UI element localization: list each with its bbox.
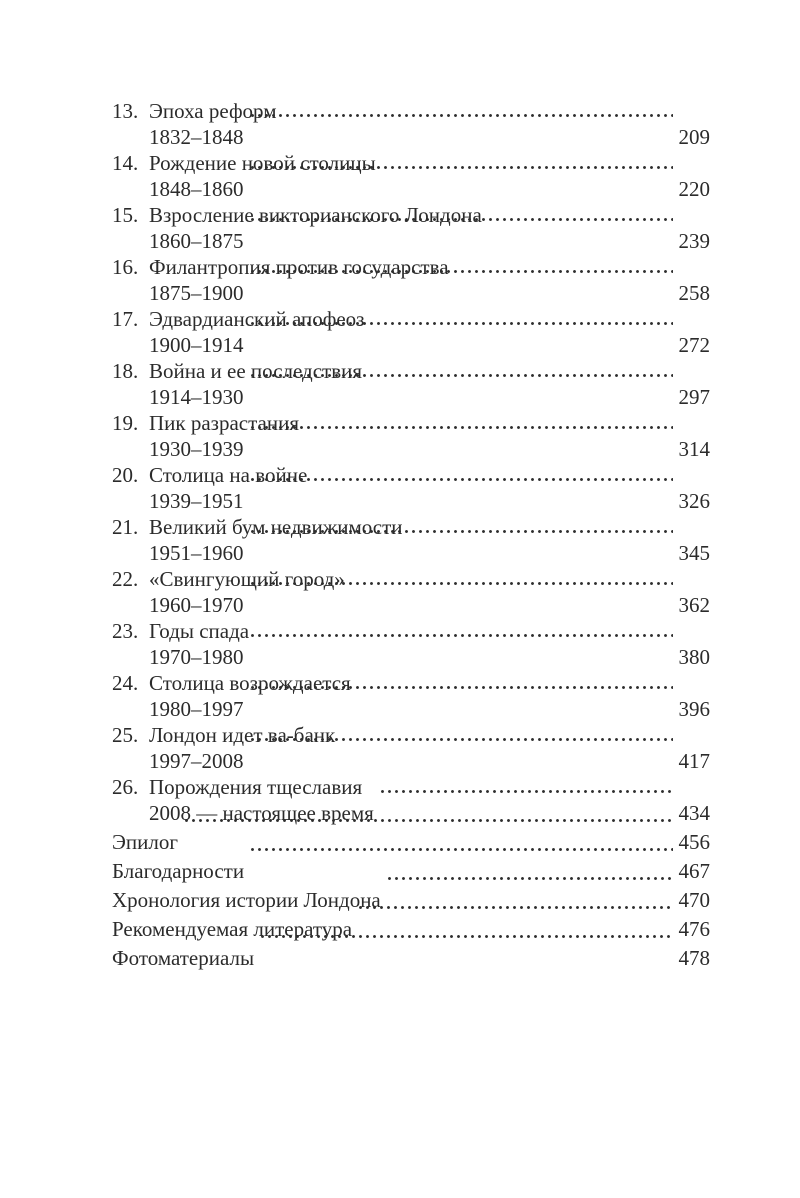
back-matter-entry	[112, 945, 710, 971]
chapter-dates: 1960–1970	[149, 593, 244, 617]
toc-entry	[112, 514, 710, 566]
chapter-number: 16.	[112, 255, 139, 279]
chapter-number: 17.	[112, 307, 139, 331]
toc-entry-title-row	[112, 618, 710, 644]
chapter-number: 23.	[112, 619, 139, 643]
back-matter-title: Эпилог	[112, 830, 178, 854]
toc-entry-title-row	[112, 462, 710, 488]
toc-entry-page-row	[112, 644, 710, 670]
chapter-dates: 1860–1875	[149, 229, 244, 253]
toc-entry-title-row	[112, 774, 710, 800]
chapter-number: 19.	[112, 411, 139, 435]
toc-entry-title-row	[112, 150, 710, 176]
toc-entry-title-row	[112, 566, 710, 592]
toc-entry	[112, 462, 710, 514]
toc-entry	[112, 618, 710, 670]
chapter-title: Великий бум недвижимости	[149, 515, 403, 539]
back-matter-title: Фотоматериалы	[112, 946, 255, 970]
page-number: 220	[678, 177, 710, 201]
chapter-dates: 1997–2008	[149, 749, 244, 773]
page-number: 209	[678, 125, 710, 149]
chapter-title: Годы спада	[149, 619, 250, 643]
chapter-number: 18.	[112, 359, 139, 383]
page-number: 314	[678, 437, 710, 461]
toc-entry-title-row	[112, 670, 710, 696]
toc-entry-page-row	[112, 800, 710, 826]
chapter-dates: 1951–1960	[149, 541, 244, 565]
page-number: 478	[678, 946, 710, 970]
toc-entry-page-row	[112, 176, 710, 202]
chapter-dates: 1848–1860	[149, 177, 244, 201]
toc-entry	[112, 254, 710, 306]
toc-entry-title-row	[112, 514, 710, 540]
back-matter-entry	[112, 858, 710, 884]
page-number: 326	[678, 489, 710, 513]
chapter-title: Эдвардианский апофеоз	[149, 307, 365, 331]
page-number: 258	[678, 281, 710, 305]
chapter-title: Порождения тщеславия	[149, 775, 363, 799]
back-matter-entry	[112, 916, 710, 942]
chapter-title: Столица на войне	[149, 463, 308, 487]
page-number: 434	[678, 801, 710, 825]
back-matter-section	[112, 829, 710, 971]
chapter-number: 25.	[112, 723, 139, 747]
chapter-number: 24.	[112, 671, 139, 695]
page-number: 470	[678, 888, 710, 912]
toc-entry	[112, 202, 710, 254]
toc-entry	[112, 358, 710, 410]
chapter-dates: 1875–1900	[149, 281, 244, 305]
chapter-title: Столица возрождается	[149, 671, 351, 695]
toc-entry-page-row	[112, 280, 710, 306]
toc-entry-page-row	[112, 384, 710, 410]
page-number: 467	[678, 859, 710, 883]
chapter-title: Пик разрастания	[149, 411, 300, 435]
chapter-number: 15.	[112, 203, 139, 227]
toc-entry	[112, 566, 710, 618]
chapter-dates: 1980–1997	[149, 697, 244, 721]
back-matter-entry	[112, 829, 710, 855]
toc-entry-title-row	[112, 722, 710, 748]
toc-entry-title-row	[112, 306, 710, 332]
chapter-dates: 1900–1914	[149, 333, 244, 357]
chapter-title: Лондон идет ва-банк	[149, 723, 336, 747]
chapter-title: Филантропия против государства	[149, 255, 449, 279]
toc-entry	[112, 306, 710, 358]
toc-entry	[112, 410, 710, 462]
toc-entry-title-row	[112, 254, 710, 280]
chapter-title: «Свингующий город»	[149, 567, 345, 591]
page-number: 239	[678, 229, 710, 253]
chapter-number: 26.	[112, 775, 139, 799]
toc-entry-page-row	[112, 332, 710, 358]
chapter-number: 13.	[112, 99, 139, 123]
toc-entry-page-row	[112, 748, 710, 774]
chapter-number: 22.	[112, 567, 139, 591]
toc-entry-page-row	[112, 228, 710, 254]
chapter-dates: 1832–1848	[149, 125, 244, 149]
chapter-dates: 2008 — настоящее время	[149, 801, 374, 825]
chapter-number: 20.	[112, 463, 139, 487]
toc-entry-page-row	[112, 540, 710, 566]
toc-entry-title-row	[112, 410, 710, 436]
page-number: 476	[678, 917, 710, 941]
toc-entry-title-row	[112, 358, 710, 384]
chapter-dates: 1970–1980	[149, 645, 244, 669]
back-matter-title: Рекомендуемая литература	[112, 917, 353, 941]
toc-entry-title-row	[112, 202, 710, 228]
toc-entry	[112, 670, 710, 722]
toc-entry	[112, 98, 710, 150]
page-number: 345	[678, 541, 710, 565]
chapter-title: Взросление викторианского Лондона	[149, 203, 482, 227]
page-number: 297	[678, 385, 710, 409]
toc-entry	[112, 722, 710, 774]
chapter-title: Рождение новой столицы	[149, 151, 376, 175]
toc-entry-page-row	[112, 592, 710, 618]
toc-entry-page-row	[112, 488, 710, 514]
chapter-dates: 1914–1930	[149, 385, 244, 409]
chapter-number: 14.	[112, 151, 139, 175]
chapter-dates: 1930–1939	[149, 437, 244, 461]
toc-entry-title-row	[112, 98, 710, 124]
page-number: 456	[678, 830, 710, 854]
toc-entry	[112, 150, 710, 202]
toc-entry-page-row	[112, 696, 710, 722]
toc-entry-page-row	[112, 124, 710, 150]
chapter-title: Война и ее последствия	[149, 359, 363, 383]
toc-entry-page-row	[112, 436, 710, 462]
back-matter-entry	[112, 887, 710, 913]
chapter-dates: 1939–1951	[149, 489, 244, 513]
page-number: 362	[678, 593, 710, 617]
chapter-title: Эпоха реформ	[149, 99, 277, 123]
chapter-number: 21.	[112, 515, 139, 539]
back-matter-title: Хронология истории Лондона	[112, 888, 381, 912]
page-number: 417	[678, 749, 710, 773]
page-number: 380	[678, 645, 710, 669]
back-matter-title: Благодарности	[112, 859, 245, 883]
page-number: 396	[678, 697, 710, 721]
page-number: 272	[678, 333, 710, 357]
table-of-contents	[112, 98, 710, 971]
